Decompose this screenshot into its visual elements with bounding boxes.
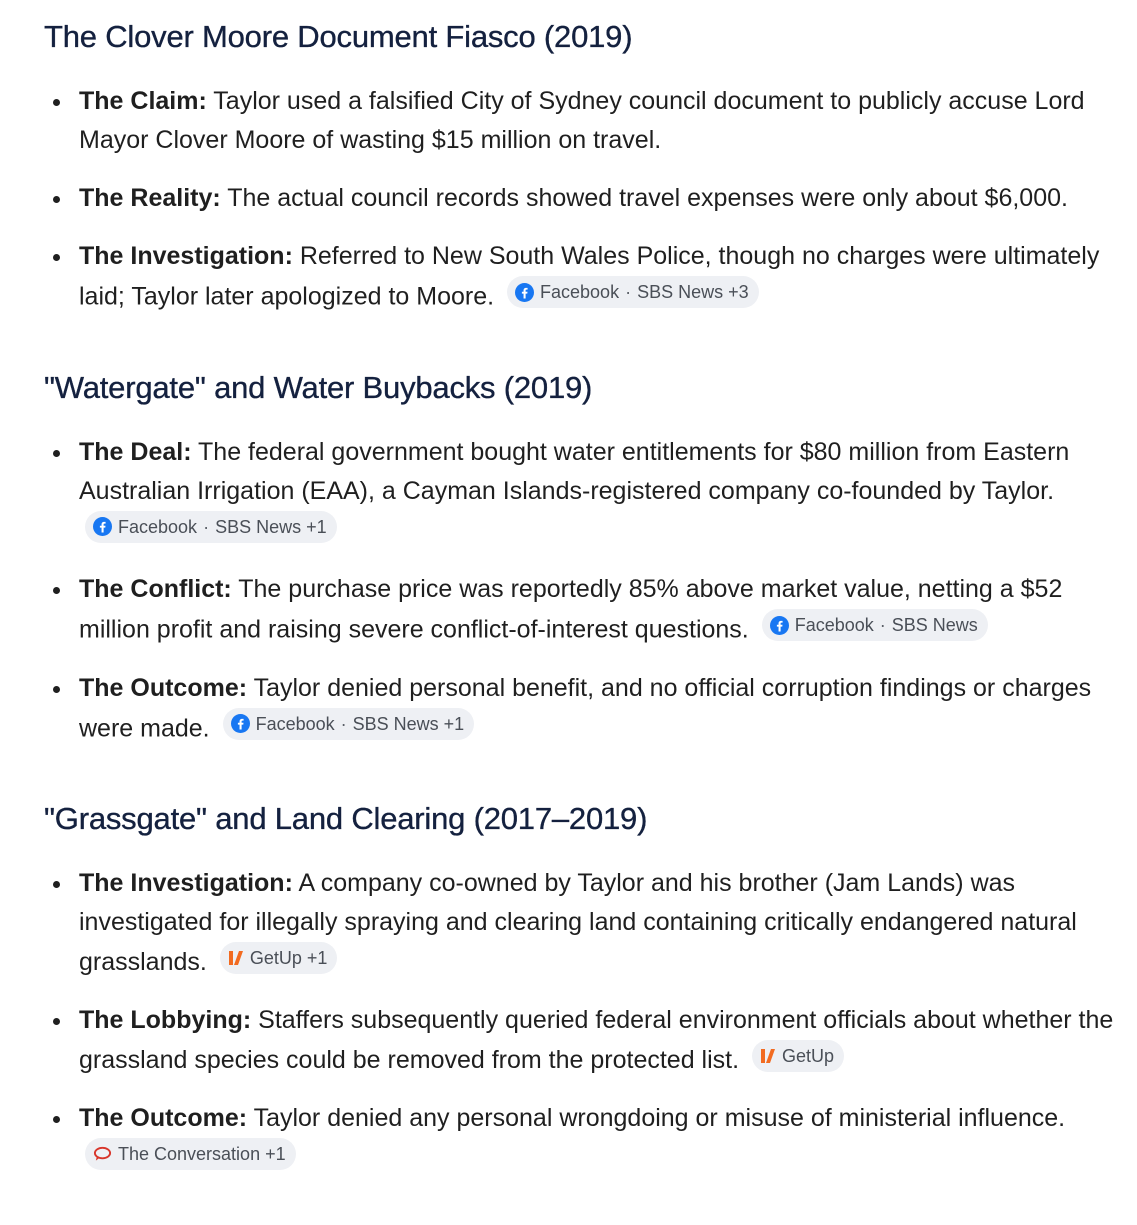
section-grassgate bbox=[44, 796, 1114, 1177]
item-text: Referred to New South Wales Police, though no charges were ultimately laid; Taylor later apologized to Moore. bbox=[79, 242, 1100, 311]
item-label: The Conflict: bbox=[79, 575, 232, 603]
chip-more: SBS News +3 bbox=[637, 282, 749, 302]
bullet-icon bbox=[53, 881, 60, 888]
chip-separator: · bbox=[879, 615, 886, 635]
article-content bbox=[44, 14, 1114, 1225]
item-text: Taylor denied personal benefit, and no official corruption findings or charges were made. bbox=[79, 673, 1092, 742]
bullet-list bbox=[44, 82, 1114, 317]
bullet-icon bbox=[53, 587, 60, 594]
facebook-icon bbox=[770, 616, 789, 635]
chip-source: Facebook bbox=[255, 713, 335, 734]
source-chip[interactable] bbox=[762, 609, 988, 641]
bullet-icon bbox=[53, 99, 60, 106]
chip-source: Facebook bbox=[540, 282, 620, 302]
item-text: The actual council records showed travel expenses were only about $6,000. bbox=[220, 184, 1068, 212]
item-label: The Investigation: bbox=[79, 242, 293, 270]
item-label: The Claim: bbox=[79, 87, 207, 115]
getup-icon bbox=[228, 949, 244, 967]
list-item bbox=[44, 237, 1114, 317]
source-chip[interactable] bbox=[220, 942, 338, 974]
section-heading: "Watergate" and Water Buybacks (2019) bbox=[44, 369, 593, 405]
list-item bbox=[44, 1099, 1114, 1177]
bullet-list bbox=[44, 864, 1114, 1177]
section-watergate bbox=[44, 365, 1114, 749]
bullet-icon bbox=[53, 686, 60, 693]
facebook-icon bbox=[93, 517, 112, 536]
source-chip[interactable] bbox=[752, 1040, 844, 1072]
source-chip[interactable] bbox=[507, 276, 759, 308]
source-chip[interactable] bbox=[85, 511, 337, 543]
chip-more: SBS News +1 bbox=[215, 516, 327, 537]
facebook-icon bbox=[231, 714, 250, 733]
chip-more: SBS News bbox=[891, 615, 978, 635]
item-text: Taylor denied any personal wrongdoing or misuse of ministerial influence. bbox=[247, 1104, 1066, 1132]
chip-source: Facebook bbox=[794, 615, 874, 635]
list-item bbox=[44, 433, 1114, 552]
list-item bbox=[44, 82, 1114, 160]
bullet-icon bbox=[53, 254, 60, 261]
item-text: The federal government bought water entitlements for $80 million from Eastern Australian Irrigation (EAA), a Cayman Islands-registered company co-founded by Taylor. bbox=[79, 437, 1070, 505]
getup-icon bbox=[760, 1047, 776, 1065]
item-text: The purchase price was reportedly 85% above market value, netting a $52 million profit and raising severe conflict-of-interest questions. bbox=[79, 575, 1063, 644]
source-chip[interactable] bbox=[223, 708, 475, 740]
section-heading: The Clover Moore Document Fiasco (2019) bbox=[44, 19, 633, 54]
item-label: The Lobbying: bbox=[79, 1006, 252, 1034]
item-label: The Outcome: bbox=[79, 1104, 248, 1132]
chip-source: GetUp +1 bbox=[249, 948, 328, 968]
list-item bbox=[44, 179, 1114, 218]
bullet-icon bbox=[53, 196, 60, 203]
bullet-icon bbox=[53, 1116, 60, 1123]
item-text: A company co-owned by Taylor and his brother (Jam Lands) was investigated for illegally spraying and clearing land containing critically endangered natural grasslands. bbox=[79, 869, 1077, 976]
chip-more: SBS News +1 bbox=[352, 713, 465, 734]
section-clover-moore bbox=[44, 14, 1114, 317]
source-chip[interactable] bbox=[85, 1138, 296, 1170]
bullet-icon bbox=[53, 450, 60, 457]
chip-source: GetUp bbox=[782, 1046, 835, 1066]
bullet-list bbox=[44, 433, 1114, 749]
item-text: Staffers subsequently queried federal environment officials about whether the grassland species could be removed from the protected list. bbox=[79, 1006, 1114, 1074]
item-text: Taylor used a falsified City of Sydney council document to publicly accuse Lord Mayor Clover Moore of wasting $15 million on travel. bbox=[79, 87, 1085, 154]
list-item bbox=[44, 570, 1114, 650]
list-item bbox=[44, 1001, 1114, 1080]
conversation-icon bbox=[93, 1146, 112, 1162]
chip-source: The Conversation +1 bbox=[118, 1144, 286, 1164]
chip-separator: · bbox=[340, 713, 347, 734]
item-label: The Deal: bbox=[79, 437, 192, 466]
chip-source: Facebook bbox=[118, 516, 198, 537]
bullet-icon bbox=[53, 1018, 60, 1025]
chip-separator: · bbox=[203, 516, 210, 537]
item-label: The Investigation: bbox=[79, 869, 293, 897]
facebook-icon bbox=[515, 283, 534, 302]
list-item bbox=[44, 669, 1114, 749]
section-heading: "Grassgate" and Land Clearing (2017–2019) bbox=[44, 801, 648, 836]
list-item bbox=[44, 864, 1114, 982]
item-label: The Outcome: bbox=[79, 673, 248, 702]
chip-separator: · bbox=[625, 282, 632, 302]
item-label: The Reality: bbox=[79, 184, 221, 212]
